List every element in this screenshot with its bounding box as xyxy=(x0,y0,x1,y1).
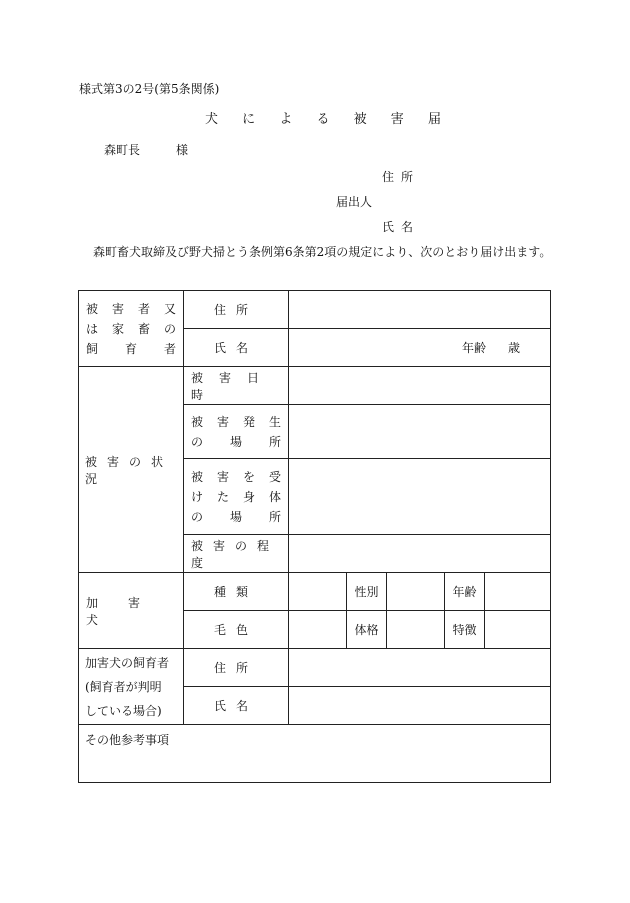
damage-report-table xyxy=(78,290,551,783)
title-char: る xyxy=(316,112,330,127)
victim-owner-label-cell xyxy=(79,291,184,367)
age-label: 年齢 xyxy=(462,341,487,355)
offending-dog-label: 加害犬 xyxy=(79,573,184,649)
dog-build-label: 体格 xyxy=(347,611,387,649)
dog-age-label: 年齢 xyxy=(445,573,485,611)
dog-owner-address-field[interactable] xyxy=(289,649,551,687)
dog-owner-name-label: 氏名 xyxy=(184,687,289,725)
document-title xyxy=(205,108,441,127)
title-char: 被 xyxy=(353,112,367,127)
title-char: 届 xyxy=(427,112,441,127)
title-char: に xyxy=(242,112,256,127)
damage-extent-label: 被害の程度 xyxy=(184,535,289,573)
victim-name-field[interactable] xyxy=(289,329,551,367)
victim-address-field[interactable] xyxy=(289,291,551,329)
form-reference: 様式第3の2号(第5条関係) xyxy=(79,82,220,96)
victim-name-label: 氏名 xyxy=(184,329,289,367)
damage-place-label: 被 害 発 生 の 場 所 xyxy=(184,405,289,459)
applicant-label: 届出人 xyxy=(336,195,373,209)
dog-owner-label: 加害犬の飼育者 (飼育者が判明 している場合) xyxy=(79,649,184,725)
dog-breed-field[interactable] xyxy=(289,573,347,611)
dog-age-field[interactable] xyxy=(485,573,551,611)
victim-address-label: 住所 xyxy=(184,291,289,329)
dog-coat-label: 毛色 xyxy=(184,611,289,649)
title-char: 害 xyxy=(390,112,404,127)
dog-features-label: 特徴 xyxy=(445,611,485,649)
age-unit: 歳 xyxy=(508,341,521,355)
applicant-name-label: 氏名 xyxy=(382,220,421,234)
dog-sex-label: 性別 xyxy=(347,573,387,611)
dog-sex-field[interactable] xyxy=(387,573,445,611)
dog-owner-name-field[interactable] xyxy=(289,687,551,725)
dog-coat-field[interactable] xyxy=(289,611,347,649)
other-notes-label: その他参考事項 xyxy=(85,733,170,747)
title-char: 犬 xyxy=(205,112,219,127)
victim-owner-label-line: 被 害 者 又 xyxy=(86,301,176,316)
damage-datetime-label: 被害日時 xyxy=(184,367,289,405)
other-notes-field[interactable] xyxy=(79,725,551,783)
honorific: 様 xyxy=(176,143,189,157)
dog-build-field[interactable] xyxy=(387,611,445,649)
damage-status-label: 被害の状況 xyxy=(79,367,184,573)
addressee: 森町長 xyxy=(104,143,141,157)
applicant-address-label: 住所 xyxy=(382,170,421,184)
addressee-line xyxy=(104,141,188,158)
dog-owner-address-label: 住所 xyxy=(184,649,289,687)
injured-body-part-label: 被 害 を 受 け た 身 体 の 場 所 xyxy=(184,459,289,535)
damage-extent-field[interactable] xyxy=(289,535,551,573)
injured-body-part-field[interactable] xyxy=(289,459,551,535)
victim-owner-label-line: は 家 畜 の xyxy=(86,321,176,336)
title-char: よ xyxy=(279,112,293,127)
dog-breed-label: 種類 xyxy=(184,573,289,611)
victim-owner-label-line: 飼 育 者 xyxy=(86,341,176,356)
dog-features-field[interactable] xyxy=(485,611,551,649)
damage-place-field[interactable] xyxy=(289,405,551,459)
declaration-text: 森町畜犬取締及び野犬掃とう条例第6条第2項の規定により、次のとおり届け出ます。 xyxy=(93,245,552,259)
damage-datetime-field[interactable] xyxy=(289,367,551,405)
